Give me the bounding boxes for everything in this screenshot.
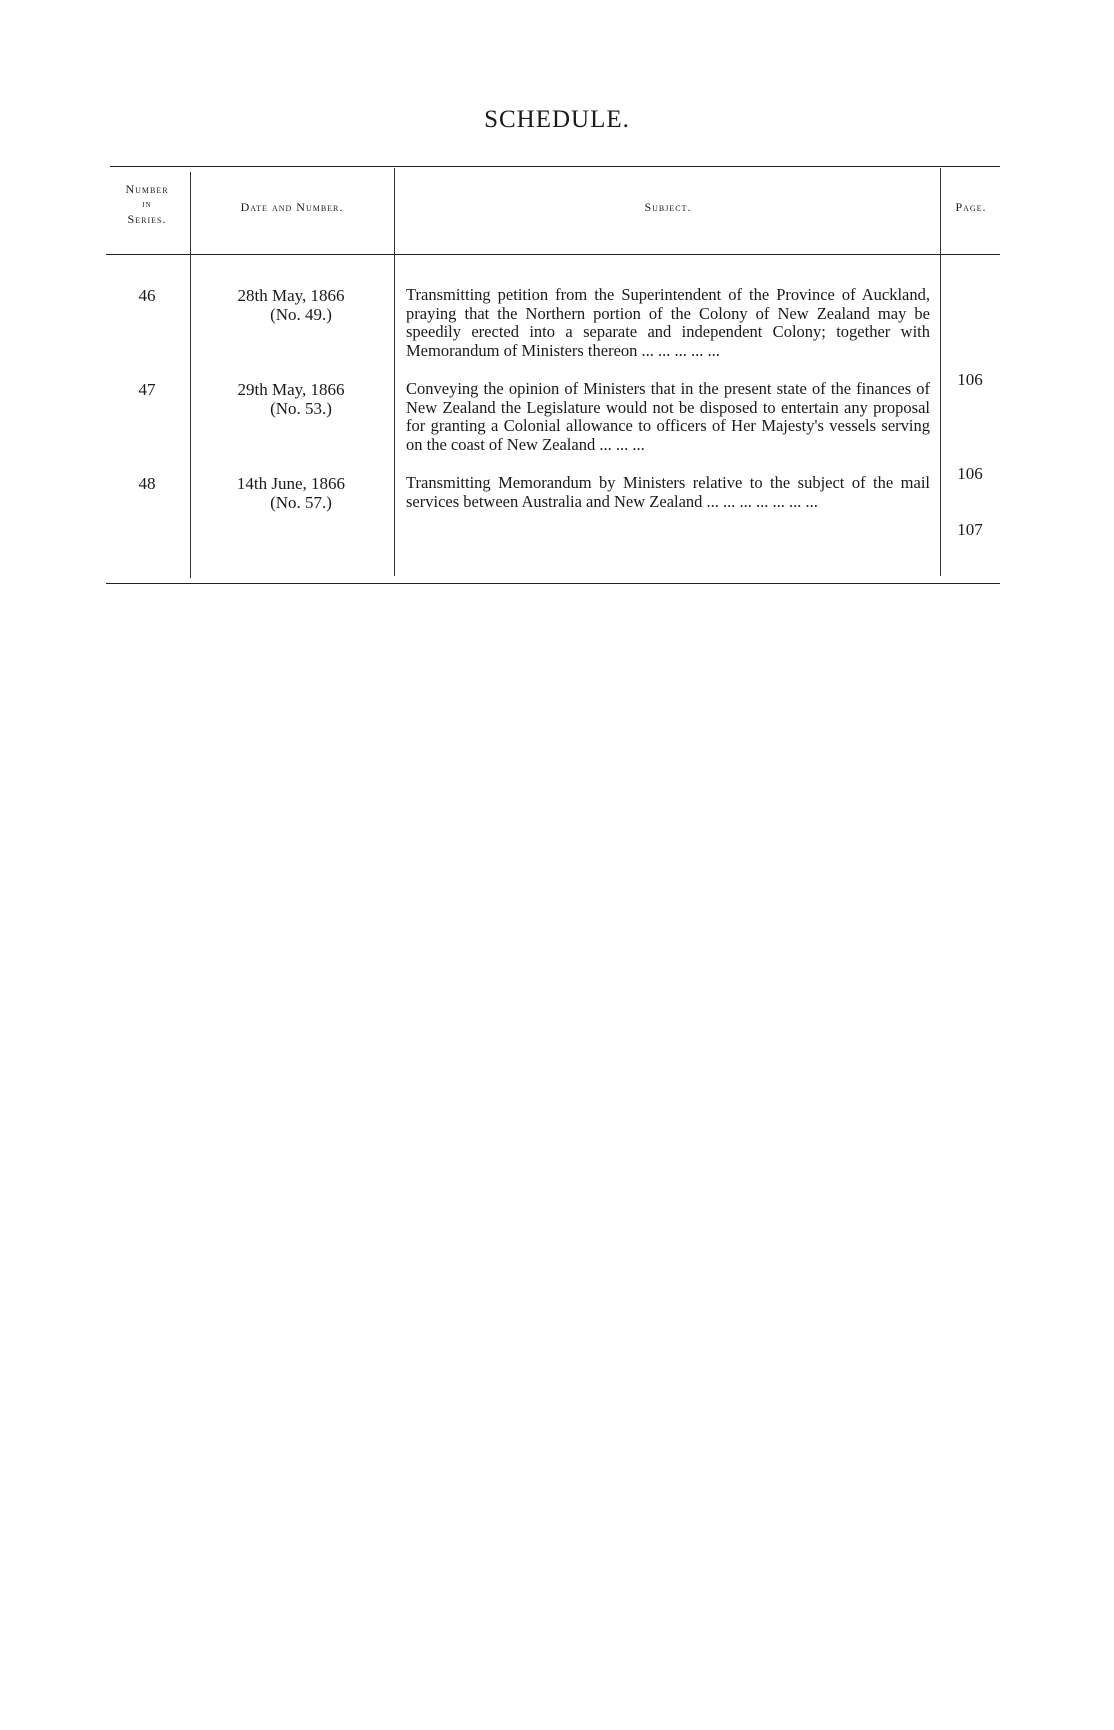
row-ref-text: (No. 49.): [270, 305, 332, 324]
column-divider-page: [940, 168, 941, 576]
header-date: Date and Number.: [240, 200, 344, 214]
header-number-line3: Series.: [127, 212, 167, 226]
header-subject: Subject.: [644, 200, 692, 214]
row-date-text: 14th June, 1866: [236, 474, 346, 493]
row-subject: Transmitting petition from the Superintendent of the Province of Auckland, praying that the Northern portion of the Colony of New Zealand may be speedily erected into a separate and independent Colony; together with Memorandum of Ministers thereon ... ... ... ... ...: [406, 285, 930, 360]
table-top-rule: [110, 166, 1000, 167]
row-page: 107: [957, 520, 983, 539]
row-page: 106: [957, 370, 983, 389]
row-ref-text: (No. 57.): [270, 493, 332, 512]
header-number-line1: Number: [125, 182, 169, 196]
row-page: 106: [957, 464, 983, 483]
row-date: [192, 380, 390, 418]
row-number: 47: [138, 380, 156, 399]
row-ref-text: (No. 53.): [270, 399, 332, 418]
schedule-table: [106, 164, 1000, 584]
header-page: Page.: [955, 200, 987, 214]
row-date: [192, 286, 390, 324]
table-bottom-rule: [106, 583, 1000, 584]
header-number-line2: in: [142, 199, 152, 210]
column-divider-number: [190, 172, 191, 578]
row-date: [192, 474, 390, 512]
column-divider-date: [394, 168, 395, 576]
row-subject: Transmitting Memorandum by Ministers relative to the subject of the mail services between Australia and New Zealand ... ... ... ... ... ... ...: [406, 473, 930, 511]
header-bottom-rule: [106, 254, 1000, 255]
row-subject: Conveying the opinion of Ministers that in the present state of the finances of New Zealand the Legislature would not be disposed to entertain any proposal for granting a Colonial allowance to officers of Her Majesty's vessels serving on the coast of New Zealand ... ... ...: [406, 379, 930, 454]
row-number: 48: [138, 474, 156, 493]
header-number: [106, 182, 188, 227]
row-date-text: 28th May, 1866: [237, 286, 345, 305]
row-number: 46: [138, 286, 156, 305]
row-date-text: 29th May, 1866: [237, 380, 345, 399]
page-title: SCHEDULE.: [484, 106, 630, 133]
